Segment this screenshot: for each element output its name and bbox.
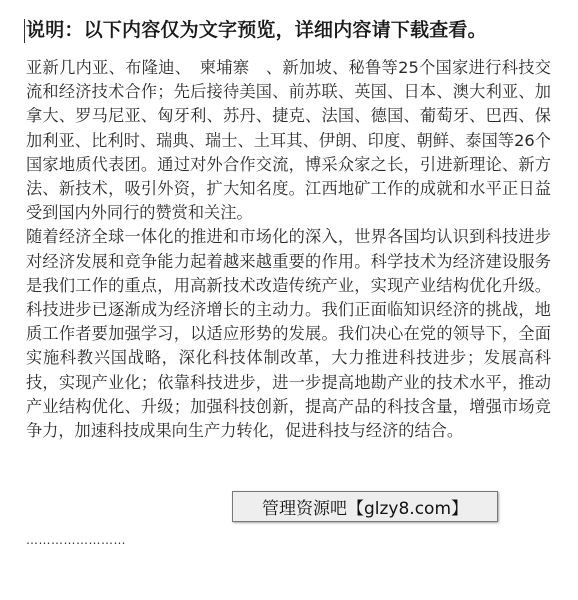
paragraph-international-cooperation: 亚新几内亚、布隆迪、 柬埔寨 、新加坡、秘鲁等25个国家进行科技交流和经济技术合作；先后接待美国、前苏联、英国、日本、澳大利亚、加拿大、罗马尼亚、匈牙利、苏丹、捷克、法国、德国、葡萄牙、巴西、保加利亚、比利时、瑞典、瑞士、土耳其、伊朗、印度、朝鲜、泰国等26个国家地质代表团。通过对外合作交流，博采众家之长，引进新理论、新方法、新技术，吸引外资，扩大知名度。江西地矿工作的成就和水平正日益受到国内外同行的赞赏和关注。 bbox=[26, 58, 551, 223]
paragraph-science-technology: 随着经济全球一体化的推进和市场化的深入，世界各国均认识到科技进步对经济发展和竞争能力起着越来越重要的作用。科学技术为经济建设服务是我们工作的重点，用高新技术改造传统产业，实现产业结构优化升级。科技进步已逐渐成为经济增长的主动力。我们正面临知识经济的挑战，地质工作者要加强学习，以适应形势的发展。我们决心在党的领导下，全面实施科教兴国战略，深化科技体制改革，大力推进科技进步；发展高科技，实现产业化；依靠科技进步，进一步提高地勘产业的技术水平，推动产业结构优化、升级；加强科技创新，提高产品的科技含量，增强市场竞争力，加速科技成果向生产力转化，促进科技与经济的结合。 bbox=[26, 227, 551, 441]
continuation-ellipsis: …………………… bbox=[26, 533, 126, 547]
text-cursor bbox=[24, 19, 25, 43]
preview-notice: 说明：以下内容仅为文字预览，详细内容请下载查看。 bbox=[26, 19, 487, 41]
site-watermark-banner[interactable]: 管理资源吧【glzy8.com】 bbox=[232, 491, 498, 522]
document-body bbox=[26, 56, 551, 443]
